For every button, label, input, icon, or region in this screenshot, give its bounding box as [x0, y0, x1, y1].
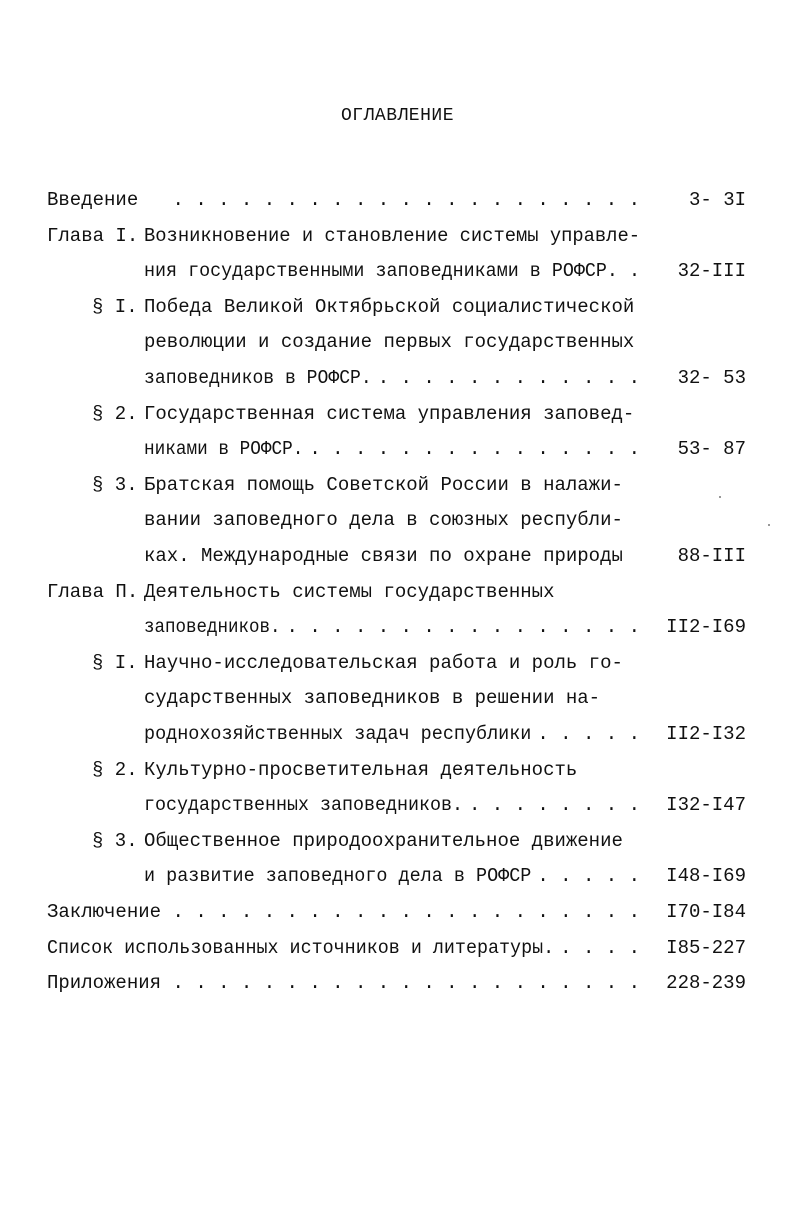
- entry-title: Возникновение и становление системы управле-: [144, 224, 640, 247]
- chapter-number: Глава I.: [47, 224, 139, 247]
- page-range: 3- 3I: [688, 189, 746, 211]
- page-range: 32- 53: [677, 367, 746, 389]
- page-range: II2-I32: [666, 723, 746, 745]
- leader-dots: . . . . . . . . . . . .: [377, 367, 640, 389]
- entry-title: Введение: [47, 189, 139, 211]
- entry-title: заповедников в РОФСР.: [144, 367, 372, 389]
- toc-title: ОГЛАВЛЕНИЕ: [340, 106, 455, 126]
- toc-entry: [0, 253, 795, 289]
- leader-dots: . . . . . . . . . . . . . . .: [309, 438, 640, 461]
- toc-entry: [0, 360, 795, 396]
- entry-title: роднохозяйственных задач республики: [144, 723, 532, 745]
- entry-title: никами в РОФСР.: [144, 438, 304, 461]
- leader-dots: . . . . . . . . . . . . . . . . . . . . .: [172, 901, 640, 923]
- toc-entry: [0, 609, 795, 645]
- toc-entry: [0, 502, 795, 538]
- leader-dots: . . . . .: [537, 865, 640, 888]
- toc-entry: [0, 787, 795, 823]
- page-range: I48-I69: [666, 865, 746, 888]
- entry-title: революции и создание первых государственных: [144, 331, 635, 354]
- toc-entry: [0, 538, 795, 574]
- entry-title: вании заповедного дела в союзных республи-: [144, 509, 623, 532]
- scan-speck: [719, 496, 721, 498]
- page-range: I85-227: [666, 936, 746, 959]
- entry-title: Государственная система управления заповед-: [144, 402, 635, 425]
- leader-dots: . . . . .: [537, 723, 640, 745]
- toc-entry: [0, 894, 795, 930]
- page-range: 53- 87: [677, 438, 746, 461]
- entry-title: ния государственными заповедниками в РОФСР. .: [144, 260, 640, 283]
- toc-entry: [0, 823, 795, 859]
- entry-title: Деятельность системы государственных: [144, 580, 555, 603]
- entry-title: Победа Великой Октябрьской социалистической: [144, 295, 635, 318]
- page-range: 228-239: [666, 972, 746, 995]
- leader-dots: . . . . . . . . . . . . . . . . . . . . .: [172, 972, 640, 995]
- entry-title: Культурно-просветительная деятельность: [144, 758, 578, 781]
- entry-title: заповедников.: [144, 616, 281, 639]
- entry-title: Список использованных источников и литературы.: [47, 936, 555, 959]
- entry-title: и развитие заповедного дела в РОФСР: [144, 865, 532, 888]
- toc-entry: [0, 716, 795, 752]
- toc-entry: [0, 752, 795, 788]
- section-number: § 3.: [92, 829, 138, 852]
- section-number: § 2.: [92, 402, 138, 425]
- page-range: II2-I69: [666, 616, 746, 639]
- chapter-number: Глава П.: [47, 580, 139, 603]
- toc-entry: [0, 467, 795, 503]
- toc-entry: [0, 182, 795, 218]
- scan-speck: [768, 524, 770, 526]
- entry-title: Научно-исследовательская работа и роль го-: [144, 651, 623, 674]
- toc-entry: [0, 289, 795, 325]
- leader-dots: . . . .: [560, 936, 640, 959]
- entry-title: Заключение: [47, 901, 162, 923]
- page-range: I32-I47: [666, 794, 746, 817]
- entry-title: ках. Международные связи по охране природы: [144, 545, 623, 567]
- toc-entry: [0, 324, 795, 360]
- toc-entry: [0, 431, 795, 467]
- toc-entry: [0, 574, 795, 610]
- toc-entry: [0, 645, 795, 681]
- section-number: § 2.: [92, 758, 138, 781]
- toc-entry: [0, 396, 795, 432]
- toc-entry: [0, 680, 795, 716]
- section-number: § I.: [92, 651, 138, 674]
- toc-entry: [0, 218, 795, 254]
- leader-dots: . . . . . . . . . . . . . . . . . . . . .: [172, 189, 640, 211]
- entry-title: Общественное природоохранительное движение: [144, 829, 623, 852]
- toc-entry: [0, 858, 795, 894]
- entry-title: Приложения: [47, 972, 162, 995]
- page-range: 88-III: [677, 545, 746, 567]
- page-range: I70-I84: [666, 901, 746, 923]
- section-number: § I.: [92, 295, 138, 318]
- toc-entry: [0, 930, 795, 966]
- page-range: 32-III: [677, 260, 746, 283]
- leader-dots: . . . . . . . . . . . . . . . .: [286, 616, 640, 639]
- toc-entry: [0, 965, 795, 1001]
- entry-title: сударственных заповедников в решении на-: [144, 687, 601, 710]
- section-number: § 3.: [92, 473, 138, 496]
- entry-title: Братская помощь Советской России в налажи-: [144, 473, 623, 496]
- entry-title: государственных заповедников.: [144, 794, 463, 817]
- leader-dots: . . . . . . . .: [468, 794, 640, 817]
